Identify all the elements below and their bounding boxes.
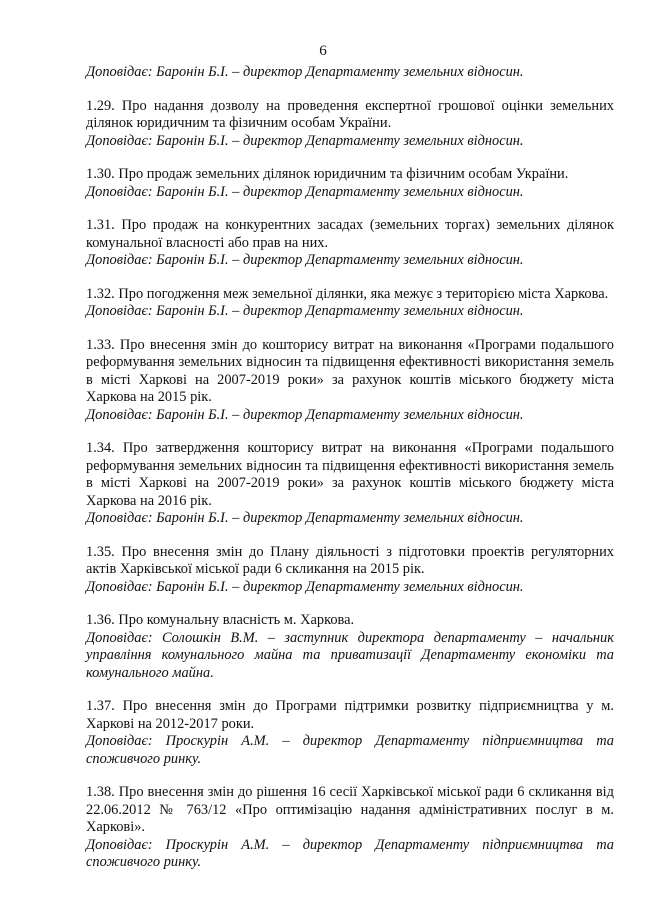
item-text: 1.30. Про продаж земельних ділянок юридичним та фізичним особам України.	[86, 166, 569, 182]
speaker-line: Доповідає: Баронін Б.І. – директор Департаменту земельних відносин.	[86, 303, 524, 319]
agenda-item-1-29	[86, 98, 614, 151]
speaker-line: Доповідає: Баронін Б.І. – директор Департаменту земельних відносин.	[86, 406, 524, 423]
agenda-item-1-34	[86, 440, 614, 528]
speaker-line: Доповідає: Баронін Б.І. – директор Департаменту земельних відносин.	[86, 578, 524, 595]
agenda-item-1-38	[86, 784, 614, 872]
speaker-line: Доповідає: Баронін Б.І. – директор Департаменту земельних відносин.	[86, 64, 524, 80]
agenda-content	[86, 64, 614, 888]
agenda-item-1-31	[86, 217, 614, 270]
speaker-line: Доповідає: Проскурін А.М. – директор Департаменту підприємництва та споживчого ринку.	[86, 733, 614, 767]
agenda-item-1-37	[86, 698, 614, 768]
speaker-line: Доповідає: Баронін Б.І. – директор Департаменту земельних відносин.	[86, 252, 524, 268]
speaker-line: Доповідає: Проскурін А.М. – директор Департаменту підприємництва та споживчого ринку.	[86, 836, 614, 870]
agenda-item-1-30	[86, 166, 614, 201]
agenda-item-1-35	[86, 544, 614, 597]
agenda-item-1-36	[86, 612, 614, 682]
agenda-block-continuation	[86, 64, 614, 82]
speaker-line: Доповідає: Баронін Б.І. – директор Департаменту земельних відносин.	[86, 510, 524, 526]
item-text: 1.34. Про затвердження кошторису витрат на виконання «Програми подальшого реформування земельних відносин та підвищення ефективності використання земель в місті Харкові на 2007-2019 роки» за рахунок коштів міського бюджету міста Харкова на 2016 рік.	[86, 440, 614, 509]
speaker-line: Доповідає: Солошкін В.М. – заступник директора департаменту – начальник управління комунального майна та приватизації Департаменту економіки та комунального майна.	[86, 629, 614, 681]
item-text: 1.33. Про внесення змін до кошторису витрат на виконання «Програми подальшого реформування земельних відносин та підвищення ефективності використання земель в місті Харкові на 2007-2019 роки» за рахунок коштів міського бюджету міста Харкова на 2015 рік.	[86, 336, 614, 405]
page-number: 6	[319, 43, 327, 59]
agenda-item-1-33	[86, 337, 614, 425]
item-text: 1.29. Про надання дозволу на проведення експертної грошової оцінки земельних ділянок юридичним та фізичним особам України.	[86, 97, 614, 131]
item-text: 1.38. Про внесення змін до рішення 16 сесії Харківської міської ради 6 скликання від 22.06.2012 № 763/12 «Про оптимізацію надання адміністративних послуг в м. Харкові».	[86, 784, 614, 835]
item-text: 1.37. Про внесення змін до Програми підтримки розвитку підприємництва у м. Харкові на 2012-2017 роки.	[86, 698, 614, 732]
item-text: 1.32. Про погодження меж земельної ділянки, яка межує з територією міста Харкова.	[86, 285, 609, 302]
item-text: 1.31. Про продаж на конкурентних засадах (земельних торгах) земельних ділянок комунальної власності або прав на них.	[86, 217, 614, 251]
speaker-line: Доповідає: Баронін Б.І. – директор Департаменту земельних відносин.	[86, 183, 524, 200]
item-text: 1.35. Про внесення змін до Плану діяльності з підготовки проектів регуляторних актів Харківської міської ради 6 скликання на 2015 рік.	[86, 543, 614, 577]
agenda-item-1-32	[86, 286, 614, 321]
speaker-line: Доповідає: Баронін Б.І. – директор Департаменту земельних відносин.	[86, 132, 524, 149]
item-text: 1.36. Про комунальну власність м. Харкова.	[86, 612, 355, 628]
